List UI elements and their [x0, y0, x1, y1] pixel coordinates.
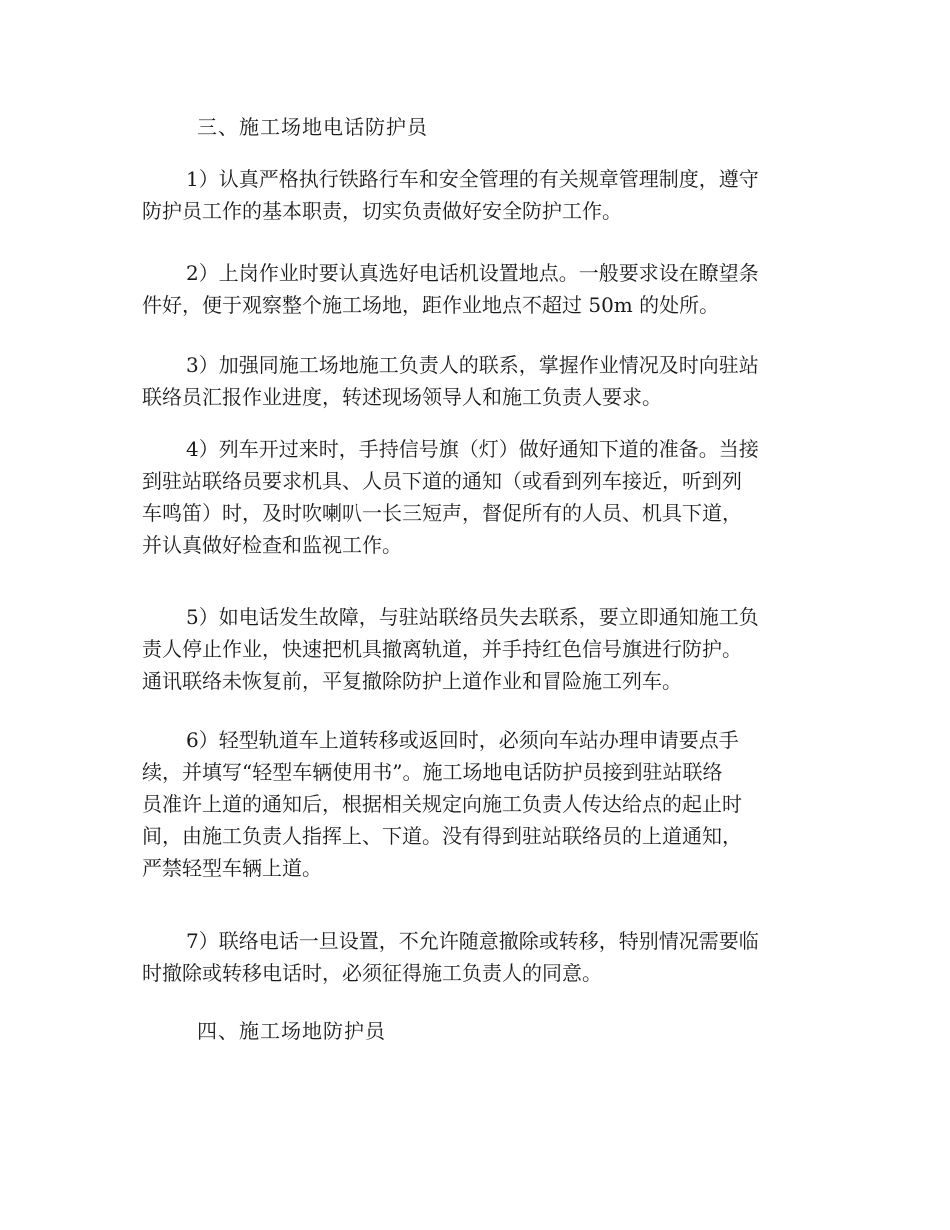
paragraph-line: 通讯联络未恢复前，平复撤除防护上道作业和冒险施工列车。: [142, 669, 682, 693]
paragraph-line: 3）加强同施工场地施工负责人的联系，掌握作业情况及时向驻站: [186, 353, 759, 377]
section-heading-3: 三、施工场地电话防护员: [197, 115, 428, 139]
paragraph-line: 时撤除或转移电话时，必须征得施工负责人的同意。: [142, 961, 602, 985]
paragraph-line: 5）如电话发生故障，与驻站联络员失去联系，要立即通知施工负: [186, 605, 759, 629]
paragraph-line: 防护员工作的基本职责，切实负责做好安全防护工作。: [142, 199, 622, 223]
paragraph-line: 责人停止作业，快速把机具撤离轨道，并手持红色信号旗进行防护。: [142, 637, 742, 661]
paragraph-line: 2）上岗作业时要认真选好电话机设置地点。一般要求设在瞭望条: [186, 261, 759, 285]
paragraph-line: 联络员汇报作业进度，转述现场领导人和施工负责人要求。: [142, 385, 662, 409]
paragraph-3: [142, 349, 822, 413]
paragraph-line: 续，并填写“轻型车辆使用书”。施工场地电话防护员接到驻站联络: [142, 760, 723, 784]
paragraph-line: 车鸣笛）时，及时吹喇叭一长三短声，督促所有的人员、机具下道，: [142, 501, 742, 525]
paragraph-line: 到驻站联络员要求机具、人员下道的通知（或看到列车接近，听到列: [142, 469, 742, 493]
paragraph-5: [142, 601, 822, 697]
paragraph-line: 1）认真严格执行铁路行车和安全管理的有关规章管理制度，遵守: [186, 167, 759, 191]
paragraph-line: 7）联络电话一旦设置，不允许随意撤除或转移，特别情况需要临: [186, 929, 759, 953]
section-heading-4: 四、施工场地防护员: [197, 1019, 386, 1043]
paragraph-line: 6）轻型轨道车上道转移或返回时，必须向车站办理申请要点手: [186, 728, 739, 752]
paragraph-line: 4）列车开过来时，手持信号旗（灯）做好通知下道的准备。当接: [186, 437, 759, 461]
paragraph-line: 并认真做好检查和监视工作。: [142, 533, 402, 557]
paragraph-4: [142, 433, 822, 561]
paragraph-line: 件好，便于观察整个施工场地，距作业地点不超过 50m 的处所。: [142, 293, 720, 317]
paragraph-line: 间，由施工负责人指挥上、下道。没有得到驻站联络员的上道通知，: [142, 824, 742, 848]
paragraph-6: [142, 724, 822, 884]
paragraph-1: [142, 163, 822, 227]
paragraph-2: [142, 257, 822, 321]
paragraph-7: [142, 925, 822, 989]
paragraph-line: 员准许上道的通知后，根据相关规定向施工负责人传达给点的起止时: [142, 792, 742, 816]
paragraph-line: 严禁轻型车辆上道。: [142, 856, 322, 880]
